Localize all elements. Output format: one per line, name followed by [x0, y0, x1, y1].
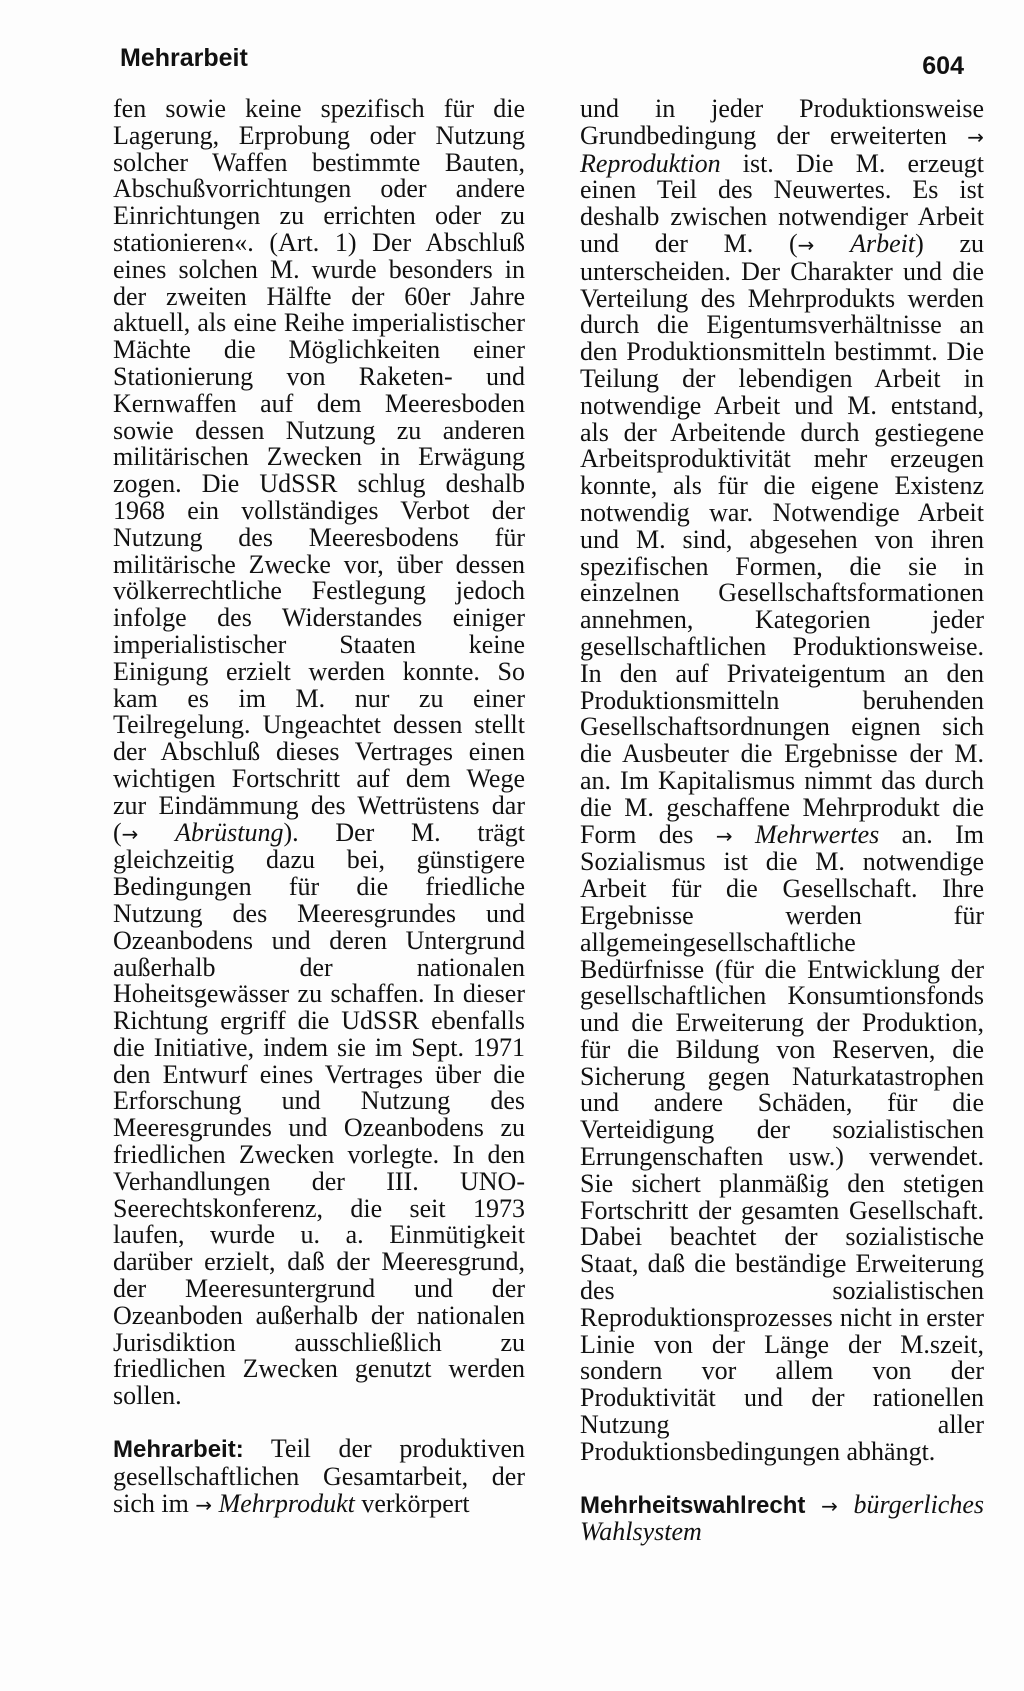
arrow-icon: → — [121, 821, 139, 846]
entry-text: ) zu unterscheiden. Der Charakter und die Verteilung des Mehrprodukts werden durch die Eigentumsverhältnisse an den Produktionsmitteln bestimmt. Die Teilung der lebendigen Arbeit in notwendige Arbeit und M. entstand, als der Arbeitende durch gestiegene Arbeitsproduktivität mehr erzeugen konnte, als für die eigene Existenz notwendig war. Notwendige Arbeit und M. sind, abgesehen von ihren spezifischen Formen, die sie in einzelnen Gesellschaftsformationen annehmen, Kategorien jeder gesellschaftlichen Produktionsweise. In den auf Privateigentum an den Produktionsmitteln beruhenden Gesellschaftsordnungen eignen sich die Ausbeuter die Ergebnisse der M. an. Im Kapitalismus nimmt das durch die M. geschaffene Mehrprodukt die Form des — [580, 228, 985, 849]
entry-text: ist. Die M. erzeugt einen Teil des Neuwertes. Es ist deshalb zwischen notwendiger Arbeit und der M. ( — [580, 148, 984, 258]
entry-continuation — [113, 96, 525, 1410]
entry-text: an. Im Sozialismus ist die M. notwendige Arbeit für die Gesellschaft. Ihre Ergebnisse werden für allgemeingesellschaftliche Bedürfnisse (für die Entwicklung der gesellschaftlichen Konsumtionsfonds und die Erweiterung der Produktion, für die Bildung von Reserven, die Sicherung gegen Naturkatastrophen und andere Schäden, für die Verteidigung der sozialistischen Errungenschaften usw.) verwendet. Sie sichert planmäßig den stetigen Fortschritt der gesamten Gesellschaft. Dabei beachtet der sozialistische Staat, daß die beständige Erweiterung des sozialistischen Reproduktionsprozesses nicht in erster Linie von der Länge der M.szeit, sondern vor allem von der Produktivität und der rationellen Nutzung aller Produktionsbedingungen abhängt. — [580, 819, 984, 1466]
arrow-icon: → — [715, 823, 733, 848]
entry-mehrarbeit — [113, 1436, 525, 1518]
page-number: 604 — [922, 52, 964, 80]
continuation-text: fen sowie keine spezifisch für die Lagerung, Erprobung oder Nutzung solcher Waffen bestimmte Bauten, Abschußvorrichtungen oder andere Einrichtungen zu errichten oder zu stationieren«. (Art. 1) Der Abschluß eines solchen M. wurde besonders in der zweiten Hälfte der 60er Jahre aktuell, als eine Reihe imperialistischer Mächte die Möglichkeiten einer Stationierung von Raketen- und Kernwaffen auf dem Meeresboden sowie dessen Nutzung zu anderen militärischen Zwecken in Erwägung zogen. Die UdSSR schlug deshalb 1968 ein vollständiges Verbot der Nutzung des Meeresbodens für militärische Zwecke vor, über dessen völkerrechtliche Festlegung jedoch infolge des Widerstandes einiger imperialistischer Staaten keine Einigung erzielt werden konnte. So kam es im M. nur zu einer Teilregelung. Ungeachtet dessen stellt der Abschluß dieses Vertrages einen wichtigen Fortschritt auf dem Wege zur Eindämmung des Wettrüstens dar ( — [113, 94, 525, 847]
entry-mehrheitswahlrecht — [580, 1489, 984, 1547]
entry-text: verkörpert — [354, 1488, 470, 1518]
arrow-icon: → — [195, 1492, 213, 1517]
cross-reference-mehrprodukt[interactable]: Mehrprodukt — [218, 1488, 355, 1518]
cross-reference-arbeit[interactable]: Arbeit — [850, 228, 916, 258]
arrow-icon: → — [967, 124, 984, 149]
cross-reference-reproduktion[interactable]: Reproduktion — [580, 148, 721, 178]
entry-text: Teil der produktiven gesellschaftlichen Gesamtarbeit, der sich im — [113, 1434, 525, 1518]
left-column — [113, 96, 525, 1518]
continuation-text-2: ). Der M. trägt gleichzeitig dazu bei, günstigere Bedingungen für die friedliche Nutzung des Meeresgrundes und Ozeanbodens und deren Untergrund außerhalb der nationalen Hoheitsgewässer zu schaffen. In dieser Richtung ergriff die UdSSR ebenfalls die Initiative, indem sie im Sept. 1971 den Entwurf eines Vertrages über die Erforschung und Nutzung des Meeresgrundes und Ozeanbodens zu friedlichen Zwecken vorlegte. In den Verhandlungen der III. UNO-Seerechtskonferenz, die seit 1973 laufen, wurde u. a. Einmütigkeit darüber erzielt, daß der Meeresgrund, der Meeresuntergrund und der Ozeanboden außerhalb der nationalen Jurisdiktion ausschließlich zu friedlichen Zwecken genutzt werden sollen. — [113, 817, 525, 1411]
arrow-icon: → — [797, 232, 815, 257]
entry-text: und in jeder Produktionsweise Grundbedingung der erweiterten — [580, 94, 984, 150]
arrow-icon: → — [821, 1493, 838, 1518]
entry-mehrarbeit-continued — [580, 96, 984, 1466]
cross-reference-mehrwertes[interactable]: Mehrwertes — [755, 819, 880, 849]
entry-lemma: Mehrheitswahlrecht — [580, 1491, 806, 1519]
right-column — [580, 96, 984, 1546]
entry-lemma: Mehrarbeit: — [113, 1436, 244, 1464]
running-head: Mehrarbeit — [120, 44, 248, 72]
cross-reference-abruestung[interactable]: Abrüstung — [175, 817, 284, 847]
cross-reference-buergerliches-wahlsystem[interactable]: bürgerliches Wahlsystem — [580, 1489, 984, 1547]
